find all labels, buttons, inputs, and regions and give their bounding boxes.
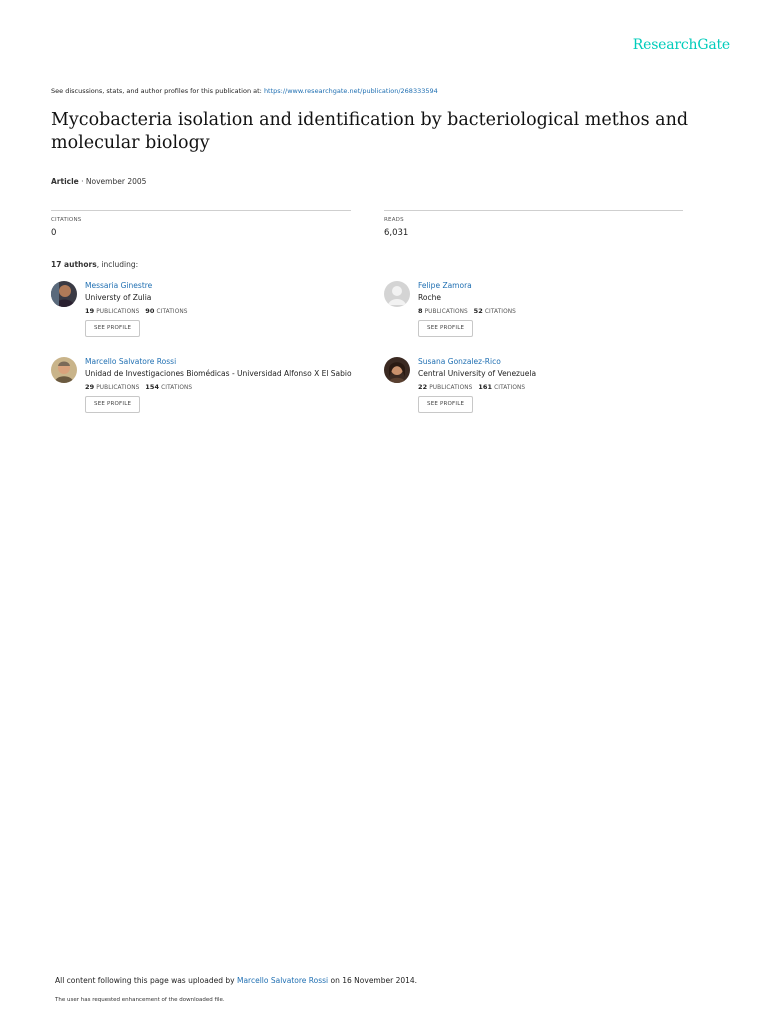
author-photo-icon[interactable] xyxy=(51,281,77,307)
publications-count: 22 xyxy=(418,383,428,391)
upload-suffix: on 16 November 2014. xyxy=(328,976,418,985)
uploader-link[interactable]: Marcello Salvatore Rossi xyxy=(236,976,329,985)
publications-count: 19 xyxy=(85,307,95,315)
publications-count: 8 xyxy=(418,307,423,315)
publications-label: PUBLICATIONS xyxy=(424,309,468,315)
default-avatar-icon[interactable] xyxy=(384,281,410,307)
citations-label: CITATIONS xyxy=(161,385,193,391)
citations-label: CITATIONS xyxy=(156,309,188,315)
citations-count: 90 xyxy=(145,307,155,315)
author-name[interactable]: Felipe Zamora xyxy=(418,281,472,290)
reads-label: READS xyxy=(384,217,404,223)
see-profile-button[interactable]: SEE PROFILE xyxy=(85,396,140,413)
citations-count: 52 xyxy=(473,307,483,315)
publications-label: PUBLICATIONS xyxy=(429,385,473,391)
enhancement-note: The user has requested enhancement of the downloaded file. xyxy=(55,997,225,1003)
reads-value: 6,031 xyxy=(384,228,409,238)
article-meta xyxy=(51,177,146,186)
reads-divider xyxy=(384,210,683,211)
citations-label: CITATIONS xyxy=(484,309,516,315)
author-card xyxy=(51,357,351,427)
author-card xyxy=(384,281,684,351)
citations-count: 161 xyxy=(478,383,493,391)
author-institution: Central University of Venezuela xyxy=(418,369,537,378)
authors-heading xyxy=(51,260,138,269)
author-institution: Roche xyxy=(418,293,441,302)
citations-label: CITATIONS xyxy=(494,385,526,391)
author-institution: Unidad de Investigaciones Biomédicas - Universidad Alfonso X El Sabio xyxy=(85,369,352,378)
author-card xyxy=(384,357,684,427)
publication-link[interactable]: https://www.researchgate.net/publication/268333594 xyxy=(263,87,438,95)
see-profile-button[interactable]: SEE PROFILE xyxy=(85,320,140,337)
publications-label: PUBLICATIONS xyxy=(96,385,140,391)
author-stats xyxy=(85,383,192,391)
author-photo-icon[interactable] xyxy=(51,357,77,383)
citations-label: CITATIONS xyxy=(51,217,82,223)
author-card xyxy=(51,281,351,351)
author-stats xyxy=(418,307,516,315)
author-name[interactable]: Marcello Salvatore Rossi xyxy=(85,357,177,366)
publications-label: PUBLICATIONS xyxy=(96,309,140,315)
upload-note xyxy=(55,976,417,985)
author-name[interactable]: Messaria Ginestre xyxy=(85,281,153,290)
author-stats xyxy=(418,383,525,391)
upload-prefix: All content following this page was uploaded by xyxy=(55,976,237,985)
author-institution: Universty of Zulia xyxy=(85,293,152,302)
author-name[interactable]: Susana Gonzalez-Rico xyxy=(418,357,501,366)
see-profile-button[interactable]: SEE PROFILE xyxy=(418,320,473,337)
discussion-text: See discussions, stats, and author profiles for this publication at: xyxy=(51,87,264,95)
author-photo-icon[interactable] xyxy=(384,357,410,383)
article-date: · November 2005 xyxy=(78,177,147,186)
publications-count: 29 xyxy=(85,383,95,391)
author-stats xyxy=(85,307,188,315)
citations-value: 0 xyxy=(51,228,57,238)
authors-suffix: , including: xyxy=(96,260,139,269)
citations-count: 154 xyxy=(145,383,160,391)
article-type: Article xyxy=(51,177,79,186)
authors-count: 17 authors xyxy=(51,260,97,269)
researchgate-logo[interactable]: ResearchGate xyxy=(632,37,730,53)
discussion-line xyxy=(51,87,438,95)
paper-title: Mycobacteria isolation and identification by bacteriological methos and molecular biology xyxy=(51,110,689,153)
see-profile-button[interactable]: SEE PROFILE xyxy=(418,396,473,413)
citations-divider xyxy=(51,210,351,211)
